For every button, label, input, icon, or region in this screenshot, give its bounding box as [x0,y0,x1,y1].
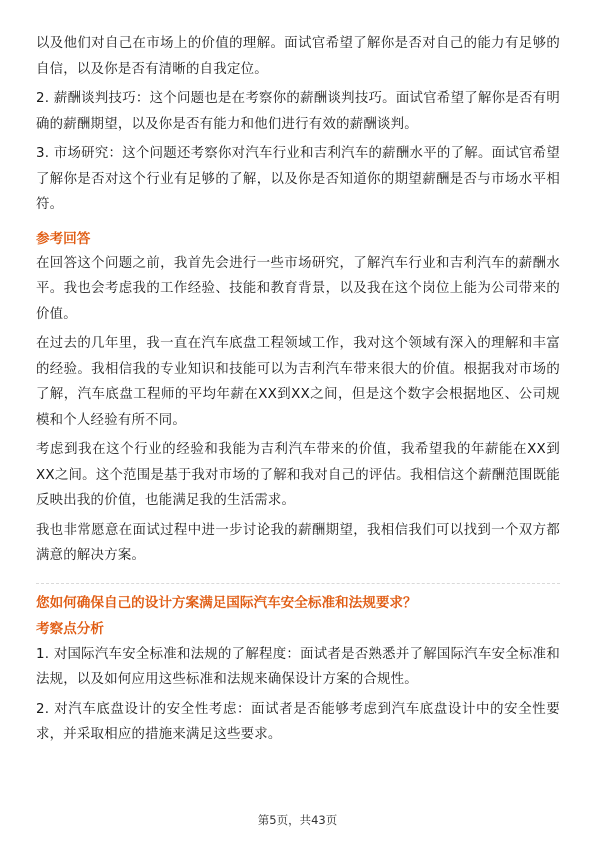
paragraph-point-3: 3. 市场研究：这个问题还考察你对汽车行业和吉利汽车的薪酬水平的了解。面试官希望了解你是否对这个行业有足够的了解，以及你是否知道你的期望薪酬是否与市场水平相符。 [36,146,560,212]
answer-paragraph-3: 考虑到我在这个行业的经验和我能为吉利汽车带来的价值，我希望我的年薪能在XX到XX之间。这个范围是基于我对市场的了解和我对自己的评估。我相信这个薪酬范围既能反映出我的价值，也能满足我的生活需求。 [36,442,560,508]
analysis-point-1: 1. 对国际汽车安全标准和法规的了解程度：面试者是否熟悉并了解国际汽车安全标准和法规，以及如何应用这些标准和法规来确保设计方案的合规性。 [36,646,560,687]
analysis-heading: 考察点分析 [36,620,104,637]
answer-paragraph-4: 我也非常愿意在面试过程中进一步讨论我的薪酬期望，我相信我们可以找到一个双方都满意的解决方案。 [36,522,560,563]
page-content [36,31,560,752]
paragraph-continued: 以及他们对自己在市场上的价值的理解。面试官希望了解你是否对自己的能力有足够的自信，以及你是否有清晰的自我定位。 [36,36,560,77]
answer-paragraph-2: 在过去的几年里，我一直在汽车底盘工程领域工作，我对这个领域有深入的理解和丰富的经验。我相信我的专业知识和技能可以为吉利汽车带来很大的价值。根据我对市场的了解，汽车底盘工程师的平均年薪在XX到XX之间，但是这个数字会根据地区、公司规模和个人经验有所不同。 [36,336,560,428]
answer-paragraph-1: 在回答这个问题之前，我首先会进行一些市场研究，了解汽车行业和吉利汽车的薪酬水平。我也会考虑我的工作经验、技能和教育背景，以及我在这个岗位上能为公司带来的价值。 [36,255,560,322]
paragraph-point-2: 2. 薪酬谈判技巧：这个问题也是在考察你的薪酬谈判技巧。面试官希望了解你是否有明确的薪酬期望，以及你是否有能力和他们进行有效的薪酬谈判。 [36,91,560,132]
section-divider [36,583,560,584]
analysis-point-2: 2. 对汽车底盘设计的安全性考虑：面试者是否能够考虑到汽车底盘设计中的安全性要求，并采取相应的措施来满足这些要求。 [36,701,560,742]
reference-answer-heading: 参考回答 [36,230,91,247]
page-number-footer: 第5页，共43页 [257,813,338,827]
question-title: 您如何确保自己的设计方案满足国际汽车安全标准和法规要求？ [36,594,417,611]
